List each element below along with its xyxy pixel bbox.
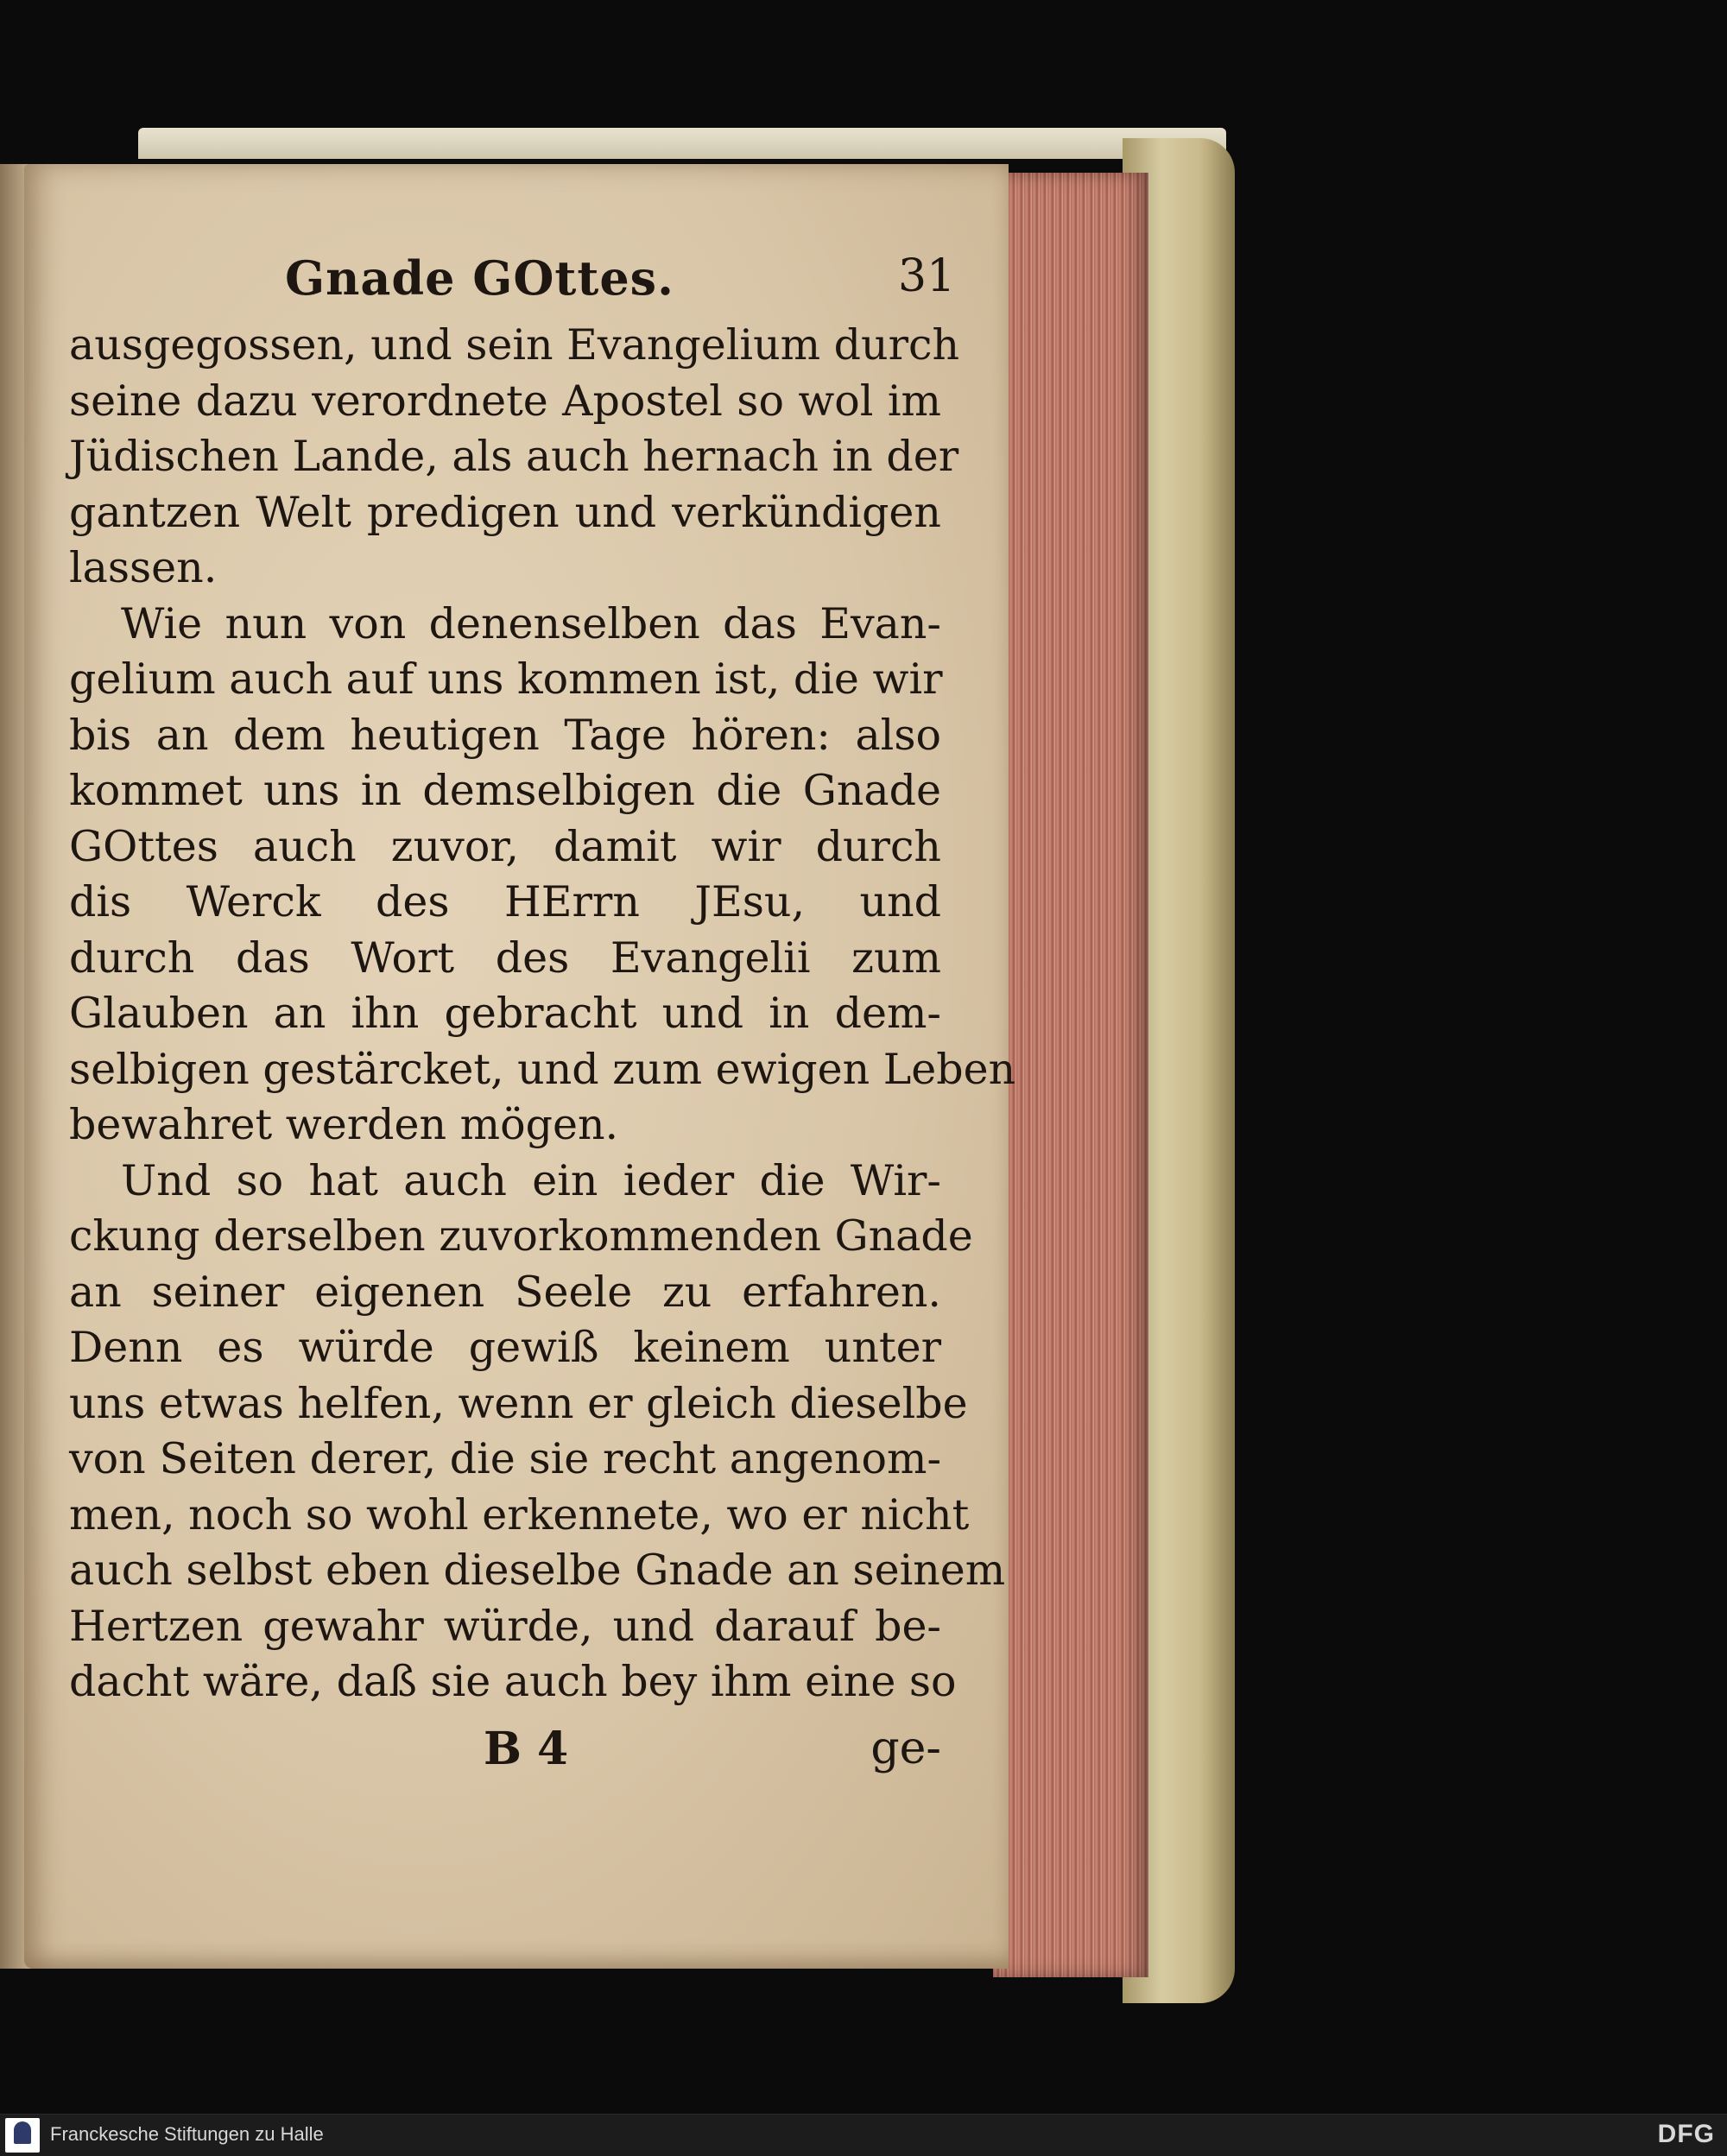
text-line: durch das Wort des Evangelii zum xyxy=(69,933,941,983)
text-line: ckung derselben zuvorkommenden Gnade xyxy=(69,1211,973,1261)
text-line: Und so hat auch ein ieder die Wir- xyxy=(121,1155,941,1205)
text-line: Denn es würde gewiß keinem unter xyxy=(69,1323,941,1372)
francke-foundations-logo-icon[interactable] xyxy=(5,2118,40,2153)
text-line: dis Werck des HErrn JEsu, und xyxy=(69,877,941,926)
catchword: ge- xyxy=(870,1723,941,1774)
text-line: Jüdischen Lande, als auch hernach in der xyxy=(69,432,959,481)
text-line: auch selbst eben dieselbe Gnade an seinem xyxy=(69,1546,1006,1595)
institution-name[interactable]: Franckesche Stiftungen zu Halle xyxy=(50,2123,324,2145)
viewer-footer-bar xyxy=(0,2114,1727,2156)
text-line: bis an dem heutigen Tage hören: also xyxy=(69,710,941,760)
text-line: Hertzen gewahr würde, und darauf be- xyxy=(69,1601,941,1651)
text-line: selbigen gestärcket, und zum ewigen Leben xyxy=(69,1044,1016,1094)
text-line: GOttes auch zuvor, damit wir durch xyxy=(69,821,941,871)
text-line: dacht wäre, daß sie auch bey ihm eine so xyxy=(69,1657,957,1706)
page-number: 31 xyxy=(898,250,956,302)
text-line: men, noch so wohl erkennete, wo er nicht xyxy=(69,1489,970,1540)
page-block-edges xyxy=(993,173,1148,1977)
text-line: bewahret werden mögen. xyxy=(69,1100,619,1149)
page-footer xyxy=(69,1723,941,1783)
text-line: uns etwas helfen, wenn er gleich dieselbe xyxy=(69,1378,968,1428)
text-line: kommet uns in demselbigen die Gnade xyxy=(69,766,941,815)
text-line: an seiner eigenen Seele zu erfahren. xyxy=(69,1267,941,1317)
body-text xyxy=(69,318,1016,1710)
dfg-logo[interactable]: DFG xyxy=(1657,2120,1715,2148)
text-line: Wie nun von denenselben das Evan- xyxy=(121,598,941,648)
signature-mark: B 4 xyxy=(484,1723,569,1775)
text-line: lassen. xyxy=(69,543,218,592)
text-line: seine dazu verordnete Apostel so wol im xyxy=(69,376,941,426)
book-cover-top-edge xyxy=(138,128,1226,159)
text-line: Glauben an ihn gebracht und in dem- xyxy=(69,989,941,1038)
text-line: ausgegossen, und sein Evangelium durch xyxy=(69,320,960,370)
text-line: gelium auch auf uns kommen ist, die wir xyxy=(69,654,943,704)
text-line: gantzen Welt predigen und verkündigen xyxy=(69,487,941,537)
book-page xyxy=(24,164,1016,1969)
running-head xyxy=(69,250,956,311)
text-line: von Seiten derer, die sie recht angenom- xyxy=(69,1434,941,1483)
running-head-title: Gnade GOttes. xyxy=(285,250,674,306)
